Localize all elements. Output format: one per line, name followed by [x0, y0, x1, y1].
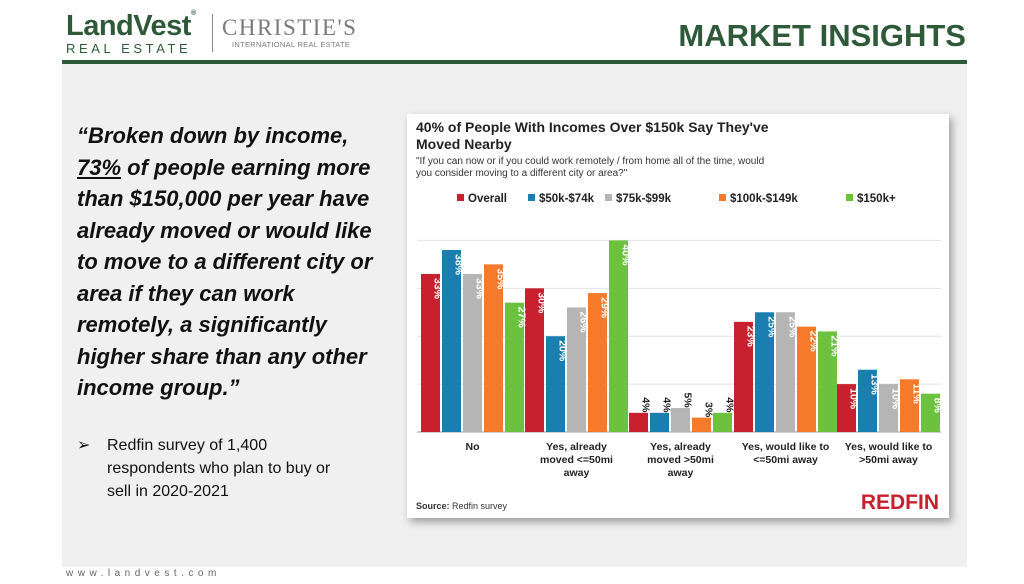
bar — [713, 413, 732, 432]
bar-value-label: 4% — [639, 397, 652, 413]
bar — [629, 413, 648, 432]
bar-value-label: 4% — [660, 397, 673, 413]
bar-value-label: 22% — [807, 330, 820, 352]
legend-label: $100k-$149k — [730, 193, 798, 205]
quote-part-2: of people earning more than $150,000 per year have already moved or would like to move to a different city or area if they can work remotely, a significantly higher share than any other income group.” — [77, 154, 373, 400]
footer-url: www.landvest.com — [66, 568, 221, 579]
bar-value-label: 25% — [765, 316, 778, 338]
bar — [650, 413, 669, 432]
header — [0, 0, 1024, 64]
bar — [442, 250, 461, 432]
legend-label: $50k-$74k — [539, 193, 594, 205]
arrow-bullet-icon: ➢ — [77, 437, 91, 454]
bar-value-label: 10% — [889, 388, 902, 410]
landvest-logo: LandVest® — [66, 10, 196, 42]
bar — [692, 418, 711, 432]
bar — [609, 240, 628, 432]
chart-source: Source: Redfin survey — [416, 501, 508, 511]
landvest-logo-subtitle: REAL ESTATE — [66, 41, 192, 56]
quote-text — [77, 120, 397, 404]
bar-value-label: 8% — [931, 397, 944, 413]
logo-divider — [212, 14, 213, 52]
bar-value-label: 30% — [535, 292, 548, 314]
quote-part-1: “Broken down by income, — [77, 123, 349, 148]
chart-subtitle: "If you can now or if you could work remotely / from home all of the time, would you consider moving to a different city or area?" — [416, 156, 765, 179]
bar-value-label: 40% — [619, 244, 632, 266]
category-label: Yes, already moved >50mi away — [647, 441, 714, 479]
category-label: Yes, would like to <=50mi away — [741, 441, 830, 466]
bar-value-label: 20% — [556, 340, 569, 362]
christies-logo: CHRISTIE'S — [222, 15, 358, 40]
bar-value-label: 13% — [868, 373, 881, 395]
legend-swatch — [719, 194, 726, 201]
chart-card — [407, 114, 949, 518]
bar-value-label: 26% — [577, 311, 590, 333]
redfin-logo: REDFIN — [860, 491, 939, 514]
legend-label: $150k+ — [857, 193, 896, 205]
bar-value-label: 38% — [452, 254, 465, 276]
bar-value-label: 4% — [723, 397, 736, 413]
bar-value-label: 10% — [847, 388, 860, 410]
bar-value-label: 27% — [515, 306, 528, 328]
quote-highlight: 73% — [77, 154, 122, 180]
bar — [671, 408, 690, 432]
bar-value-label: 23% — [744, 325, 757, 347]
legend-swatch — [528, 194, 535, 201]
category-label: Yes, already moved <=50mi away — [540, 441, 613, 479]
page-title: MARKET INSIGHTS — [678, 18, 966, 53]
bullet-text: Redfin survey of 1,400 respondents who plan to buy or sell in 2020-2021 — [107, 437, 331, 500]
legend-swatch — [605, 194, 612, 201]
bar-value-label: 25% — [786, 316, 799, 338]
bar — [484, 264, 503, 432]
bar-chart — [407, 114, 949, 518]
bar-value-label: 5% — [681, 392, 694, 408]
chart-title: 40% of People With Incomes Over $150k Say They've Moved Nearby — [416, 119, 769, 152]
bar-value-label: 21% — [828, 335, 841, 357]
legend-swatch — [846, 194, 853, 201]
legend-label: $75k-$99k — [616, 193, 671, 205]
bar-value-label: 35% — [494, 268, 507, 290]
bar-value-label: 11% — [910, 383, 923, 404]
legend-label: Overall — [468, 193, 507, 205]
category-label: No — [465, 441, 480, 453]
bar-value-label: 3% — [702, 402, 715, 418]
christies-logo-subtitle: INTERNATIONAL REAL ESTATE — [232, 40, 351, 49]
bar-value-label: 29% — [598, 297, 611, 319]
category-label: Yes, would like to >50mi away — [844, 441, 933, 466]
bar-value-label: 33% — [473, 277, 486, 299]
legend-swatch — [457, 194, 464, 201]
bar-value-label: 33% — [431, 277, 444, 299]
